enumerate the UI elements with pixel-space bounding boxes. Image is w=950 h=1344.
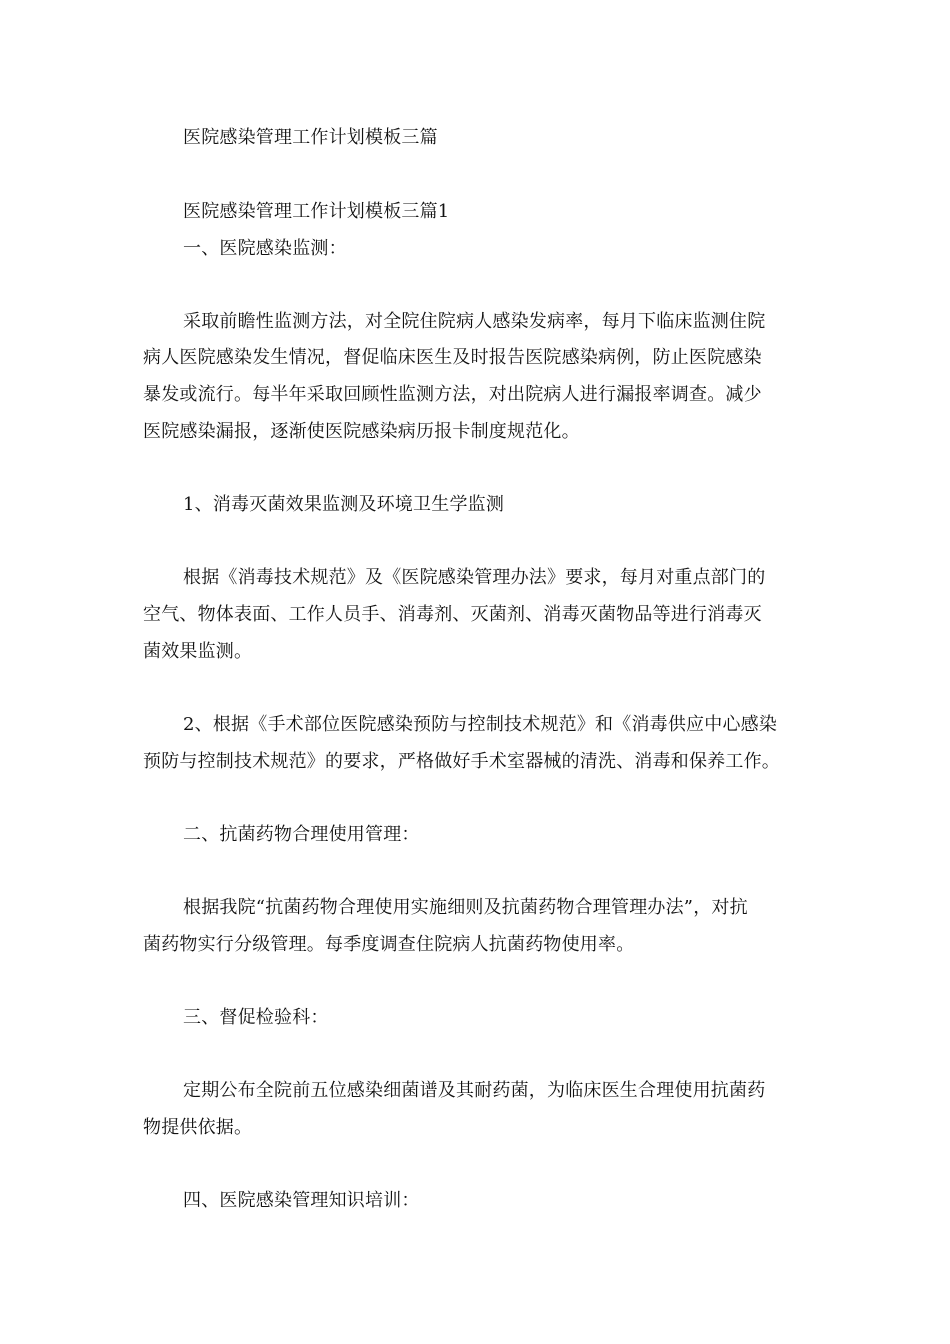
section-heading-2: 1、消毒灭菌效果监测及环境卫生学监测 <box>183 494 505 515</box>
section-heading-4: 三、督促检验科： <box>183 1007 329 1028</box>
paragraph-2-line-2: 空气、物体表面、工作人员手、消毒剂、灭菌剂、消毒灭菌物品等进行消毒灭 <box>143 604 762 625</box>
paragraph-3-line-1: 2、根据《手术部位医院感染预防与控制技术规范》和《消毒供应中心感染 <box>183 714 778 735</box>
paragraph-4-line-1: 根据我院“抗菌药物合理使用实施细则及抗菌药物合理管理办法”，对抗 <box>183 897 748 918</box>
document-title: 医院感染管理工作计划模板三篇 <box>183 127 438 148</box>
paragraph-1-line-2: 病人医院感染发生情况，督促临床医生及时报告医院感染病例，防止医院感染 <box>143 347 762 368</box>
paragraph-1-line-1: 采取前瞻性监测方法，对全院住院病人感染发病率，每月下临床监测住院 <box>183 311 766 332</box>
paragraph-1-line-4: 医院感染漏报，逐渐使医院感染病历报卡制度规范化。 <box>143 421 580 442</box>
paragraph-2-line-3: 菌效果监测。 <box>143 641 253 662</box>
paragraph-5-line-1: 定期公布全院前五位感染细菌谱及其耐药菌，为临床医生合理使用抗菌药 <box>183 1080 766 1101</box>
section-heading-1: 一、医院感染监测： <box>183 238 347 259</box>
paragraph-5-line-2: 物提供依据。 <box>143 1117 253 1138</box>
paragraph-1-line-3: 暴发或流行。每半年采取回顾性监测方法，对出院病人进行漏报率调查。减少 <box>143 384 762 405</box>
section-heading-5: 四、医院感染管理知识培训： <box>183 1190 420 1211</box>
paragraph-2-line-1: 根据《消毒技术规范》及《医院感染管理办法》要求，每月对重点部门的 <box>183 567 766 588</box>
paragraph-4-line-2: 菌药物实行分级管理。每季度调查住院病人抗菌药物使用率。 <box>143 934 635 955</box>
document-subtitle: 医院感染管理工作计划模板三篇1 <box>183 201 450 222</box>
section-heading-3: 二、抗菌药物合理使用管理： <box>183 824 420 845</box>
paragraph-3-line-2: 预防与控制技术规范》的要求，严格做好手术室器械的清洗、消毒和保养工作。 <box>143 751 780 772</box>
